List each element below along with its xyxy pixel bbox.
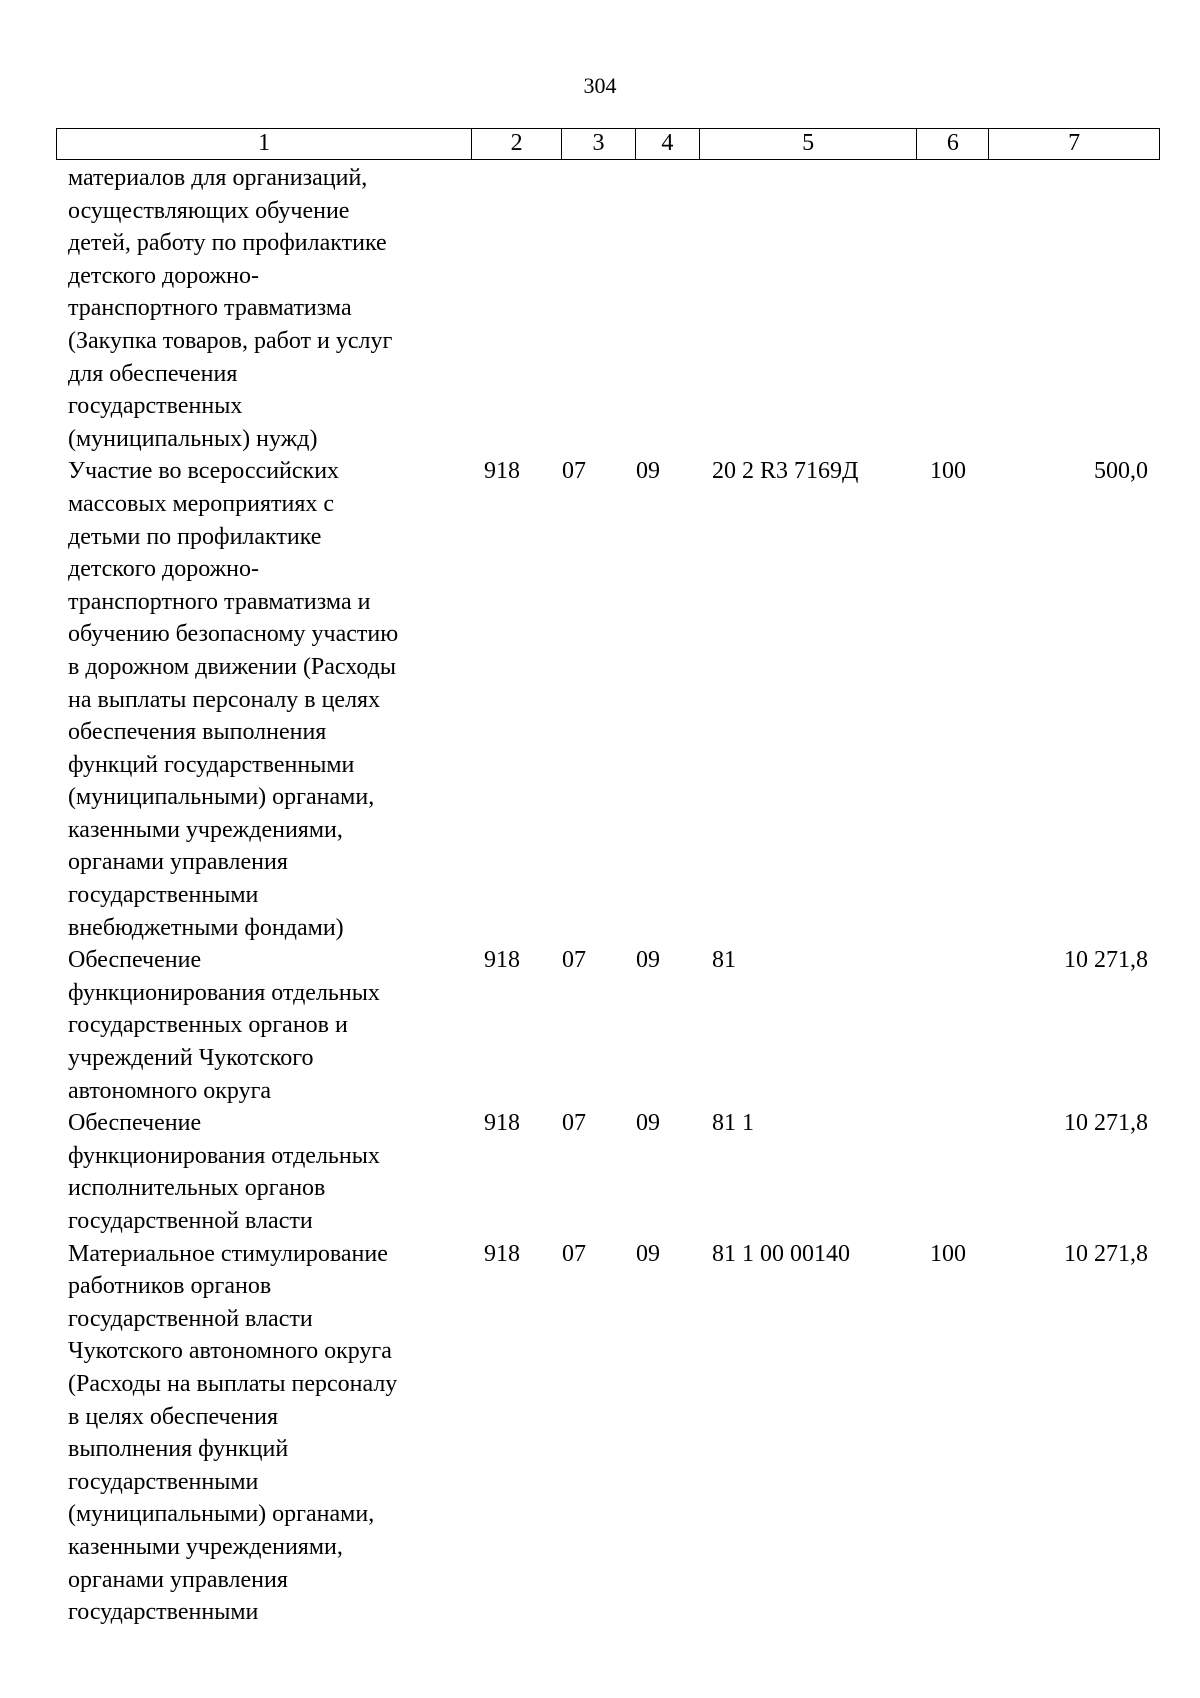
row-description: Обеспечение функционирования отдельных государственных органов и учреждений Чукотского автономного округа: [68, 947, 380, 1104]
page-number: 304: [583, 73, 617, 98]
row-code-3: 07: [562, 947, 586, 974]
row-code-4: 09: [636, 1240, 660, 1267]
row-code-2: 918: [484, 947, 520, 974]
row-code-6: 100: [930, 458, 966, 485]
column-header-4: 4: [636, 129, 700, 159]
row-code-3: 07: [562, 458, 586, 485]
row-code-3: 07: [562, 1110, 586, 1137]
row-code-6: 100: [930, 1240, 966, 1267]
row-description: Материальное стимулирование работников органов государственной власти Чукотского автономного округа (Расходы на выплаты персоналу в целях обеспечения выполнения функций государственными (муниципальными) органами, казенными учреждениями, органами управления государственными: [68, 1240, 398, 1626]
row-code-4: 09: [636, 947, 660, 974]
column-header-2: 2: [472, 129, 562, 159]
table-row: [56, 1107, 1160, 1237]
row-amount: 10 271,8: [1064, 1110, 1148, 1137]
row-code-3: 07: [562, 1240, 586, 1267]
row-description: Обеспечение функционирования отдельных исполнительных органов государственной власти: [68, 1110, 380, 1234]
row-amount: 10 271,8: [1064, 1240, 1148, 1267]
row-code-5: 20 2 R3 7169Д: [712, 458, 859, 485]
row-amount: 500,0: [1094, 458, 1148, 485]
row-code-2: 918: [484, 1110, 520, 1137]
table-row: [56, 944, 1160, 1107]
column-header-6: 6: [917, 129, 989, 159]
column-header-5: 5: [700, 129, 918, 159]
table-row: [56, 1238, 1160, 1629]
column-header-1: 1: [57, 129, 472, 159]
row-description: материалов для организаций, осуществляющих обучение детей, работу по профилактике детского дорожно- транспортного травматизма (Закупка товаров, работ и услуг для обеспечения государственных (муниципальных) нужд): [68, 165, 393, 452]
table-row: [56, 162, 1160, 455]
row-description: Участие во всероссийских массовых мероприятиях с детьми по профилактике детского дорожно- транспортного травматизма и обучению безопасному участию в дорожном движении (Расходы на выплаты персоналу в целях обеспечения выполнения функций государственными (муниципальными) органами, казенными учреждениями, органами управления государственными внебюджетными фондами): [68, 458, 399, 941]
table-row: [56, 455, 1160, 944]
row-code-5: 81 1 00 00140: [712, 1240, 850, 1267]
column-header-7: 7: [1068, 130, 1081, 156]
row-code-5: 81 1: [712, 1110, 754, 1137]
table-header: [56, 128, 1160, 160]
row-code-2: 918: [484, 458, 520, 485]
table-body: [56, 162, 1160, 1629]
row-code-5: 81: [712, 947, 736, 974]
row-code-4: 09: [636, 1110, 660, 1137]
row-amount: 10 271,8: [1064, 947, 1148, 974]
column-header-3: 3: [562, 129, 636, 159]
row-code-2: 918: [484, 1240, 520, 1267]
row-code-4: 09: [636, 458, 660, 485]
